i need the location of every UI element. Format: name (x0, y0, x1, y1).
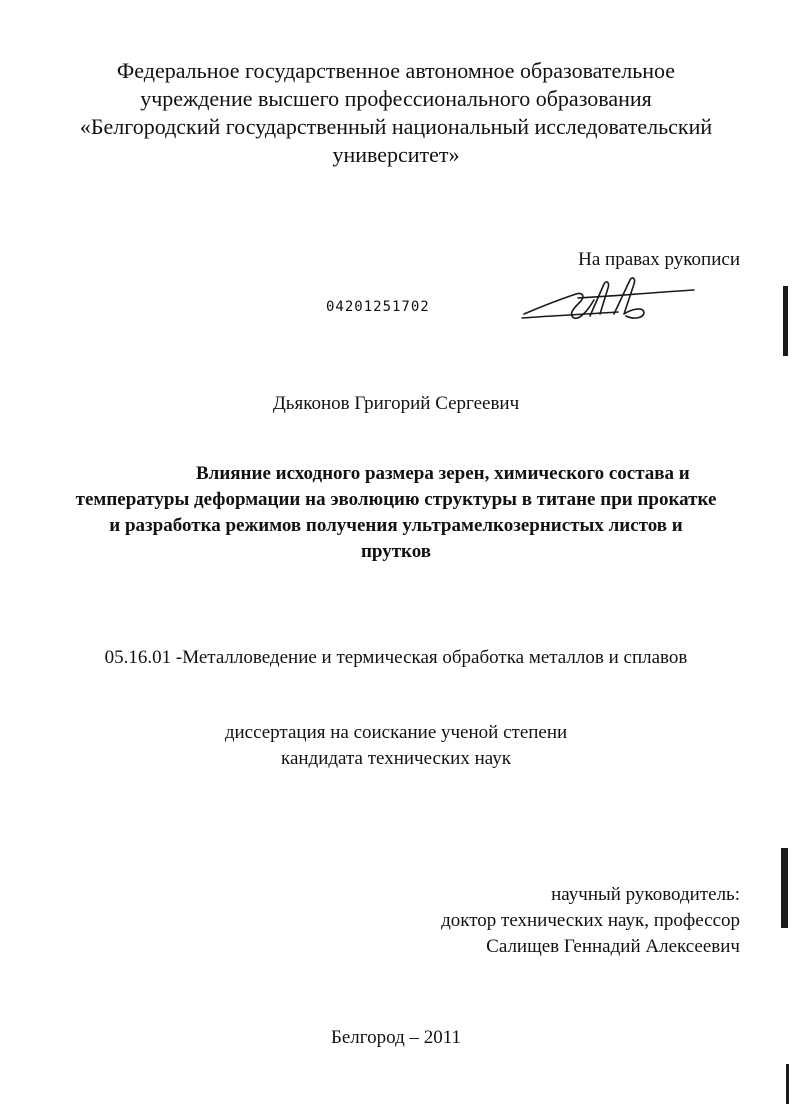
city-year: Белгород – 2011 (330, 1027, 462, 1048)
title-line-2: температуры деформации на эволюцию структуры в титане при прокатке (75, 489, 717, 510)
advisor-label: научный руководитель: (551, 884, 740, 905)
title-line-1: Влияние исходного размера зерен, химического состава и (196, 463, 690, 484)
institution-line-4: университет» (332, 142, 460, 167)
title-line-3: и разработка режимов получения ультрамелкозернистых листов и (109, 515, 683, 536)
institution-line-1: Федеральное государственное автономное образовательное (116, 58, 676, 83)
signature-stroke (590, 282, 609, 316)
title-line-4: прутков (360, 541, 432, 562)
rights-note: На правах рукописи (578, 249, 740, 270)
degree-line-1: диссертация на соискание ученой степени (224, 722, 568, 743)
advisor-name: Салищев Геннадий Алексеевич (486, 936, 740, 957)
registration-number: 04201251702 (326, 299, 430, 315)
advisor-rank: доктор технических наук, профессор (441, 910, 740, 931)
author-name: Дьяконов Григорий Сергеевич (272, 393, 520, 414)
signature-stroke (578, 290, 694, 298)
institution-line-3: «Белгородский государственный национальный исследовательский (79, 114, 713, 139)
degree-line-2: кандидата технических наук (281, 748, 511, 769)
scan-edge-mark (786, 1064, 789, 1104)
institution-line-2: учреждение высшего профессионального образования (140, 86, 652, 111)
signature-stroke (522, 312, 618, 318)
specialty-code: 05.16.01 -Металловедение и термическая обработка металлов и сплавов (104, 647, 688, 668)
scan-edge-mark (781, 848, 788, 928)
signature-icon (518, 270, 698, 332)
scan-edge-mark (783, 286, 788, 356)
